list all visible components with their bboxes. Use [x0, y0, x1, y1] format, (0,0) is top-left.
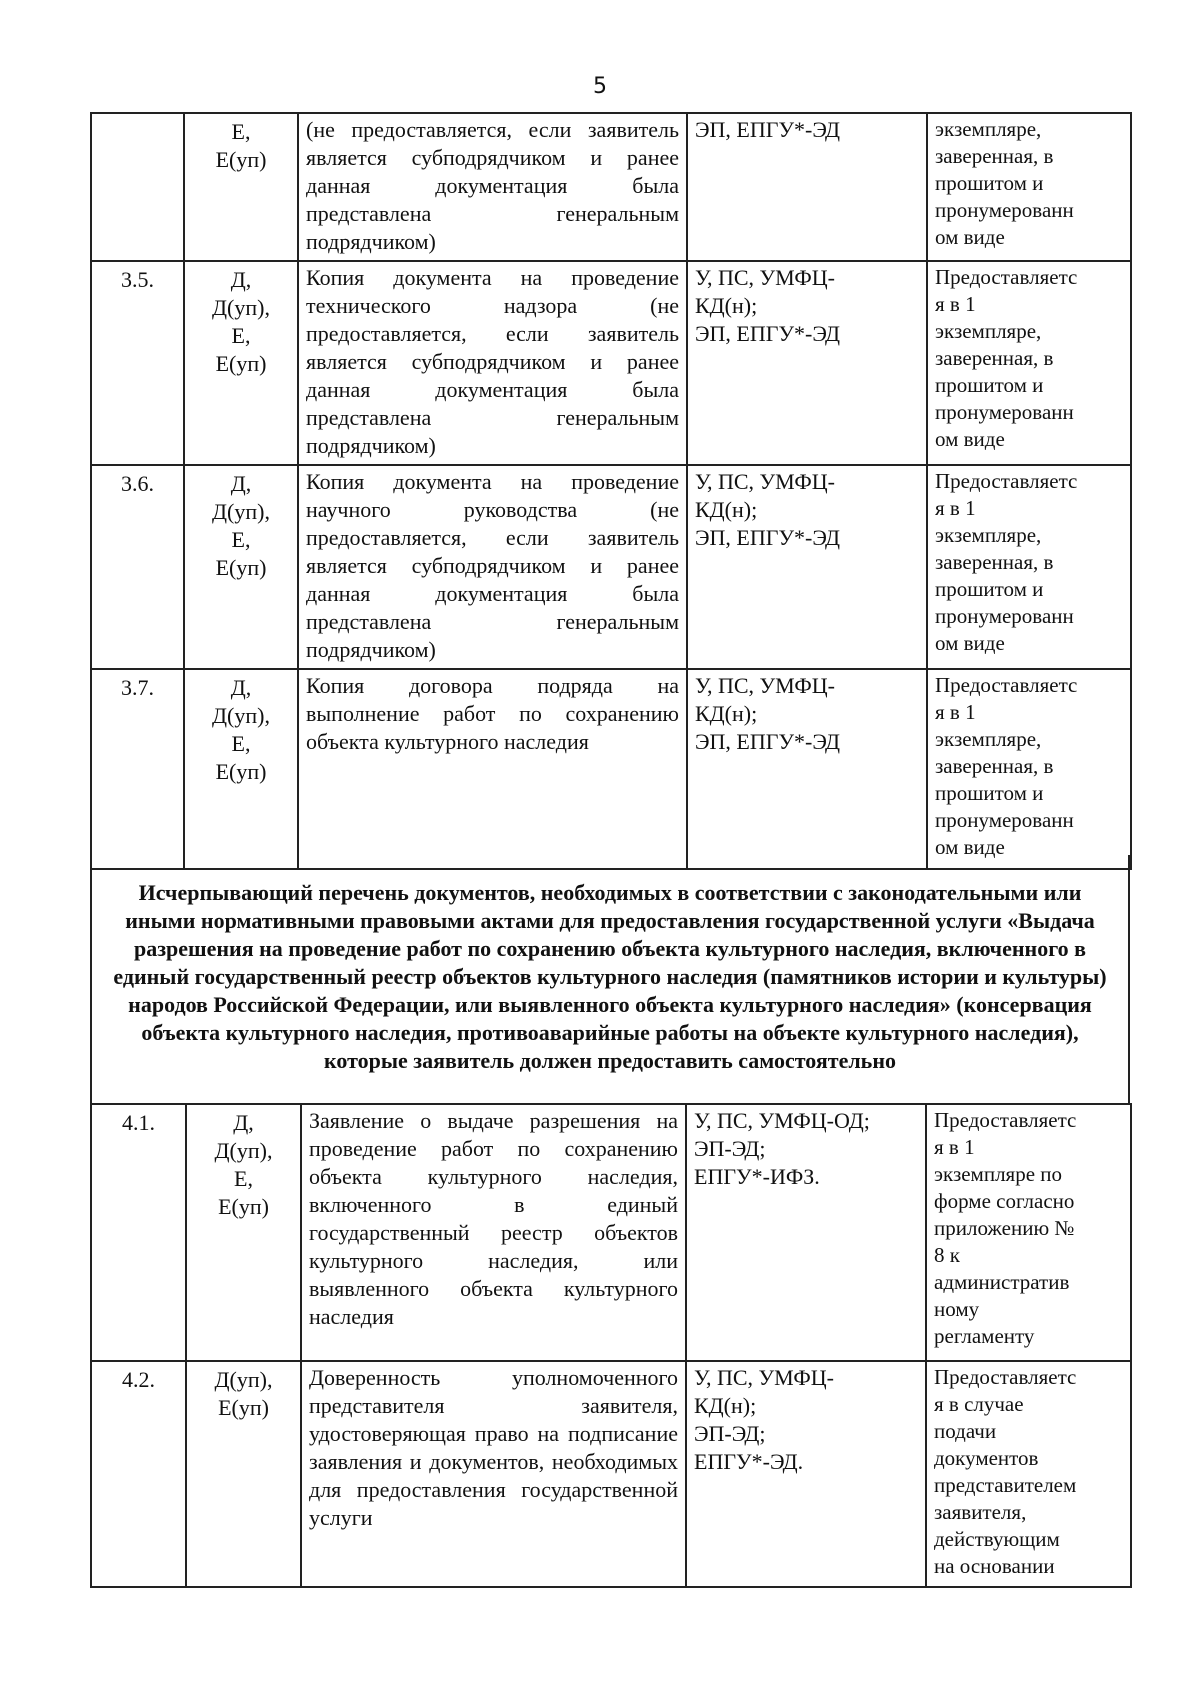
page-number: 5: [593, 74, 607, 99]
document-description: (не предоставляется, если заявитель является субподрядчиком и ранее данная документация была представлена генеральным подрядчиком): [298, 113, 687, 261]
table-row: [91, 261, 1131, 465]
submission-note: экземпляре, заверенная, в прошитом и пронумерованн ом виде: [927, 113, 1131, 261]
applicant-codes: Д(уп), Е(уп): [186, 1361, 301, 1587]
documents-table-section-3: [90, 112, 1130, 870]
submission-note: Предоставляетс я в случае подачи документов представителем заявителя, действующим на основании: [926, 1361, 1131, 1587]
submission-form: У, ПС, УМФЦ- КД(н); ЭП-ЭД; ЕПГУ*-ЭД.: [686, 1361, 926, 1587]
submission-note: Предоставляетс я в 1 экземпляре, заверенная, в прошитом и пронумерованн ом виде: [927, 261, 1131, 465]
document-description: Доверенность уполномоченного представителя заявителя, удостоверяющая право на подписание заявления и документов, необходимых для предоставления государственной услуги: [301, 1361, 686, 1587]
table-row: [91, 669, 1131, 869]
table-row: [91, 113, 1131, 261]
row-number: 4.2.: [91, 1361, 186, 1587]
document-description: Копия договора подряда на выполнение работ по сохранению объекта культурного наследия: [298, 669, 687, 869]
row-number: 3.7.: [91, 669, 184, 869]
submission-note: Предоставляетс я в 1 экземпляре по форме согласно приложению № 8 к административ ному регламенту: [926, 1104, 1131, 1361]
section-heading: Исчерпывающий перечень документов, необходимых в соответствии с законодательными или иными нормативными правовыми актами для предоставления государственной услуги «Выдача разрешения на проведение работ по сохранению объекта культурного наследия, включенного в единый государственный реестр объектов культурного наследия (памятников истории и культуры) народов Российской Федерации, или выявленного объекта культурного наследия» (консервация объекта культурного наследия, противоаварийные работы на объекте культурного наследия), которые заявитель должен предоставить самостоятельно: [90, 855, 1130, 1105]
submission-note: Предоставляетс я в 1 экземпляре, заверенная, в прошитом и пронумерованн ом виде: [927, 669, 1131, 869]
table-row: [91, 1104, 1131, 1361]
applicant-codes: Е, Е(уп): [184, 113, 298, 261]
applicant-codes: Д, Д(уп), Е, Е(уп): [184, 261, 298, 465]
document-description: Заявление о выдаче разрешения на проведение работ по сохранению объекта культурного наследия, включенного в единый государственный реестр объектов культурного наследия, или выявленного объекта культурного наследия: [301, 1104, 686, 1361]
row-number: 3.6.: [91, 465, 184, 669]
row-number: 4.1.: [91, 1104, 186, 1361]
submission-form: У, ПС, УМФЦ- КД(н); ЭП, ЕПГУ*-ЭД: [687, 669, 927, 869]
submission-form: ЭП, ЕПГУ*-ЭД: [687, 113, 927, 261]
table-row: [91, 465, 1131, 669]
submission-form: У, ПС, УМФЦ-ОД; ЭП-ЭД; ЕПГУ*-ИФЗ.: [686, 1104, 926, 1361]
row-number: 3.5.: [91, 261, 184, 465]
table-row: [91, 1361, 1131, 1587]
applicant-codes: Д, Д(уп), Е, Е(уп): [184, 669, 298, 869]
applicant-codes: Д, Д(уп), Е, Е(уп): [184, 465, 298, 669]
applicant-codes: Д, Д(уп), Е, Е(уп): [186, 1104, 301, 1361]
documents-table-section-4: [90, 1103, 1130, 1588]
submission-form: У, ПС, УМФЦ- КД(н); ЭП, ЕПГУ*-ЭД: [687, 261, 927, 465]
document-description: Копия документа на проведение научного руководства (не предоставляется, если заявитель является субподрядчиком и ранее данная документация была представлена генеральным подрядчиком): [298, 465, 687, 669]
document-description: Копия документа на проведение технического надзора (не предоставляется, если заявитель является субподрядчиком и ранее данная документация была представлена генеральным подрядчиком): [298, 261, 687, 465]
row-number: [91, 113, 184, 261]
submission-form: У, ПС, УМФЦ- КД(н); ЭП, ЕПГУ*-ЭД: [687, 465, 927, 669]
submission-note: Предоставляетс я в 1 экземпляре, заверенная, в прошитом и пронумерованн ом виде: [927, 465, 1131, 669]
